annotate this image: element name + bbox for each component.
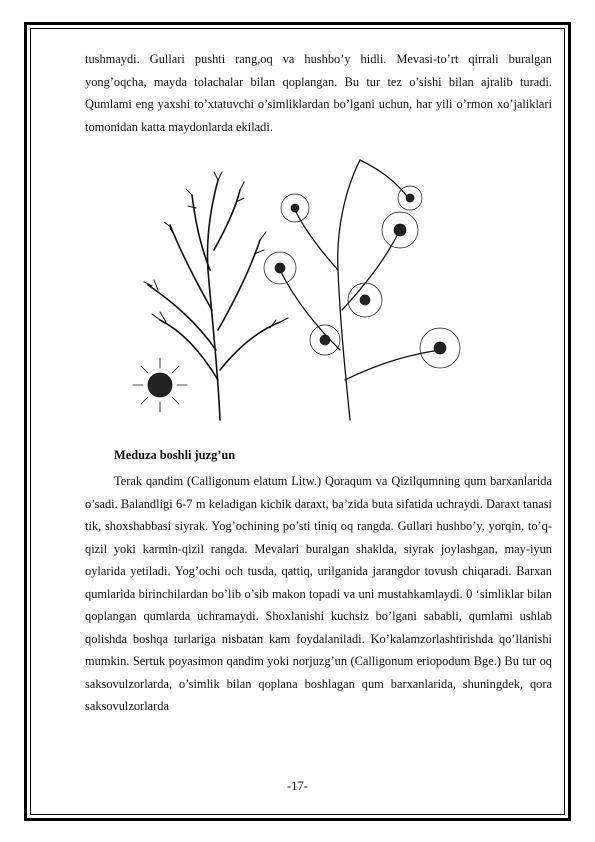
plant-illustration — [100, 150, 480, 430]
paragraph-top: tushmaydi. Gullari pushti rang,oq va hushbo’y hidli. Mevasi-to’rt qirrali buralgan yong’oqcha, mayda tolachalar bilan qoplangan. Bu tur tez o’sishi bilan ajralib turadi. Qumlami eng yaxshi to’xtatuvchi o’simliklardan bo’lgani uchun, har yili o’rmon xo’jaliklari tomonidan katta maydonlarda ekiladi. — [85, 52, 552, 134]
figure-caption: Meduza boshli juzg’un — [114, 448, 236, 462]
medusa-fruits-drawing — [264, 186, 460, 368]
right-plant-drawing — [280, 160, 440, 420]
paragraph-main: Terak qandim (Calligonum elatum Litw.) Qoraqum va Qizilqumning qum barxanlarida o’sadi. Balandligi 6-7 m keladigan kichik daraxt, ba’zida buta sifatida uchraydi. Daraxt tanasi tik, shoxshabbasi siyrak. Yog’ochining po’sti tiniq oq rangda. Gullari hushbo’y, yorqin, to’q-qizil yoki karmin-qizil rangda. Mevalari buralgan shaklda, siyrak joylashgan, may-iyun oylarida yetiladi. Yog’ochi och tusda, qattiq, urilganida jarangdor tovush chiqaradi. Barxan qumlarida birinchilardan bo’lib o’sib makon topadi va uni mustahkamlaydi. 0 ‘simliklar bilan qoplangan qumlarda uchramaydi. Shoxlanishi kuchsiz bo’lgani sababli, qumlami ushlab qolishda boshqa turlariga nisbatan kam foydalaniladi. Ko’kalamzorlashtirishda qo’llanishi mumkin. Sertuk poyasimon qandim yoki norjuzg’un (Calligonum eriopodum Bge.) Bu tur oq saksovulzorlarda, o’simlik bilan qoplana boshlagan qum barxanlarida, shuningdek, qora saksovulzorlarda — [85, 474, 552, 713]
page-number: -17- — [287, 779, 308, 793]
spiky-fruit-drawing — [133, 358, 187, 412]
left-shrub-twigs — [144, 172, 288, 328]
